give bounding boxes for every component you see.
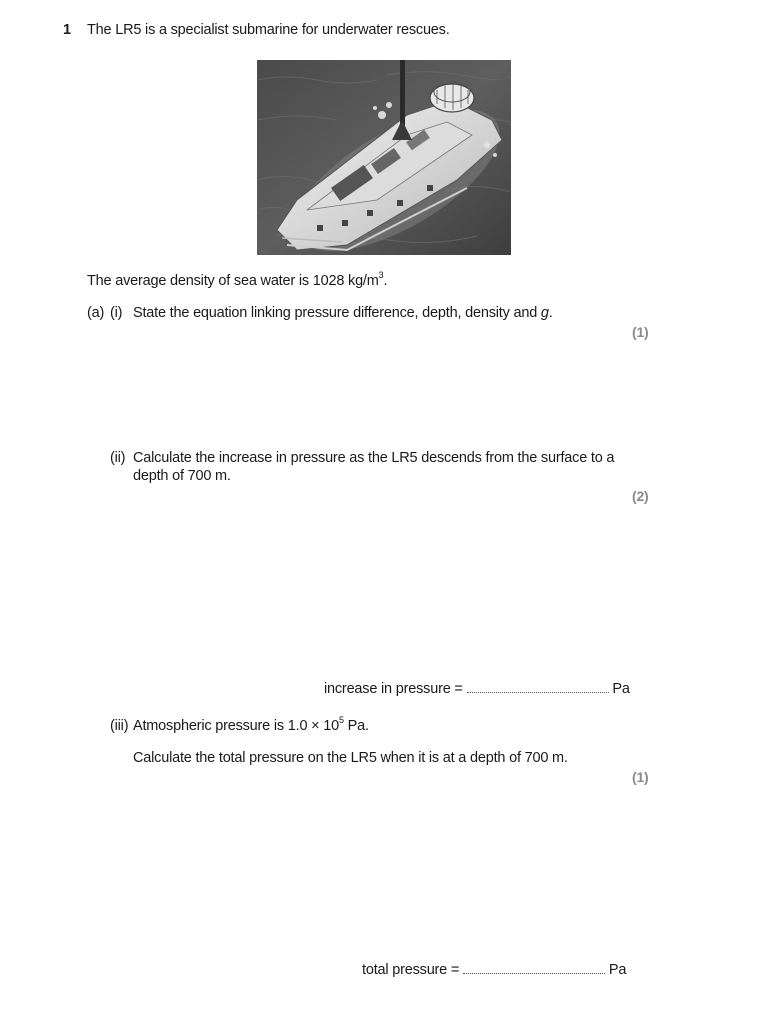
part-iii-text2: Calculate the total pressure on the LR5 when it is at a depth of 700 m. bbox=[133, 750, 568, 766]
part-iii-marks: (1) bbox=[632, 769, 649, 785]
submarine-photo bbox=[257, 60, 511, 255]
answer-unit: Pa bbox=[612, 681, 630, 697]
question-intro: The LR5 is a specialist submarine for underwater rescues. bbox=[87, 22, 450, 38]
density-statement: The average density of sea water is 1028 $kg/m^3$. bbox=[87, 270, 388, 289]
part-i-label: (i) bbox=[110, 305, 123, 321]
part-a-label: (a) bbox=[87, 305, 105, 321]
total-pressure-answer-line bbox=[362, 961, 626, 978]
part-ii-marks: (2) bbox=[632, 488, 649, 504]
part-iii-label: (iii) bbox=[110, 718, 129, 734]
part-ii-text-line1: Calculate the increase in pressure as the LR5 descends from the surface to a bbox=[133, 450, 615, 466]
part-i-marks: (1) bbox=[632, 324, 649, 340]
answer-field[interactable] bbox=[463, 961, 605, 974]
answer-label: total pressure = bbox=[362, 962, 460, 978]
answer-unit: Pa bbox=[608, 962, 627, 978]
part-i-text: State the equation linking pressure difference, depth, density and g. bbox=[133, 305, 553, 321]
answer-field[interactable] bbox=[467, 680, 609, 693]
part-iii-text1: Atmospheric pressure is $1.0 \times 10^5$ Pa. bbox=[133, 715, 369, 734]
increase-in-pressure-answer-line bbox=[324, 680, 630, 697]
question-number: 1 bbox=[63, 22, 71, 38]
part-ii-label: (ii) bbox=[110, 450, 126, 466]
answer-label: increase in pressure = bbox=[324, 681, 463, 697]
part-ii-text-line2: depth of 700 m. bbox=[133, 468, 231, 484]
